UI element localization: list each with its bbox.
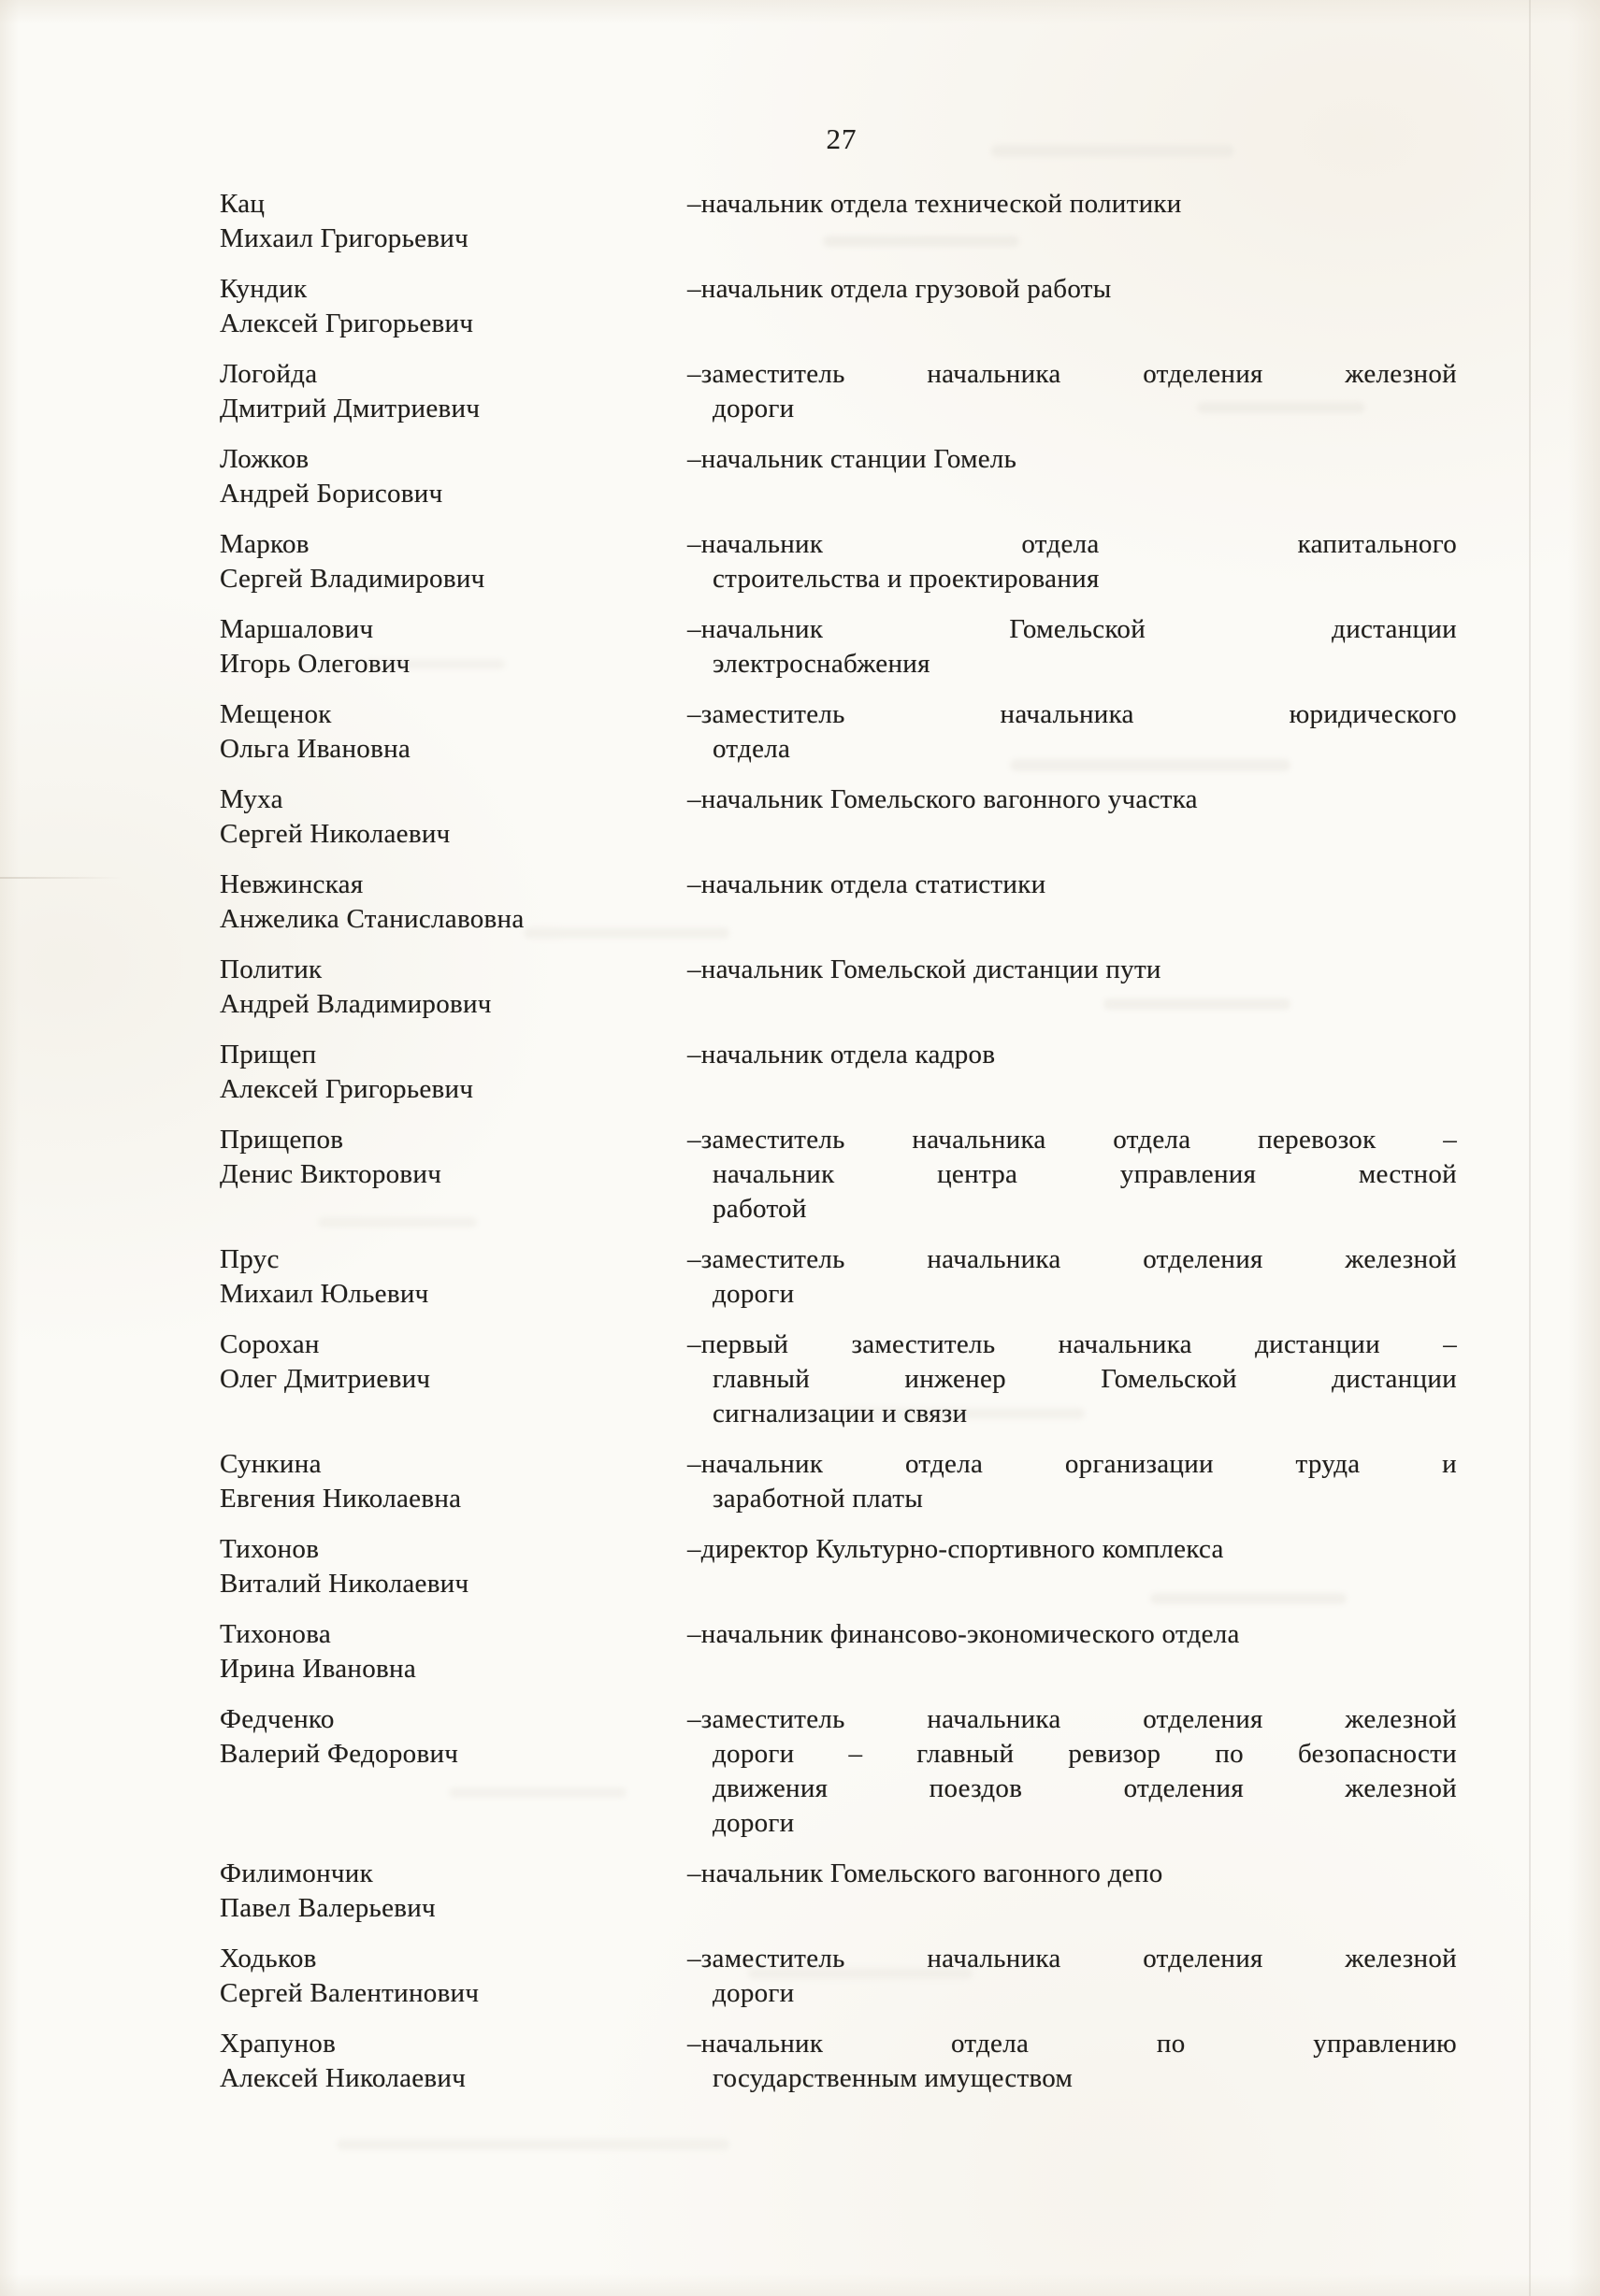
position-line: заработной платы bbox=[713, 1484, 924, 1514]
position-description bbox=[687, 272, 1457, 307]
position-description bbox=[687, 1447, 1457, 1516]
person-name bbox=[220, 868, 687, 937]
person-surname: Прус bbox=[220, 1244, 280, 1274]
person-name bbox=[220, 1532, 687, 1601]
person-entry bbox=[220, 272, 1463, 341]
person-given-name: Евгения Николаевна bbox=[220, 1484, 462, 1514]
paper-crease-artifact bbox=[0, 877, 122, 879]
position-line: дороги – главный ревизор по безопасности bbox=[713, 1739, 1457, 1769]
person-given-name: Сергей Владимирович bbox=[220, 564, 485, 594]
position-description bbox=[687, 527, 1457, 596]
person-given-name: Михаил Григорьевич bbox=[220, 223, 468, 253]
person-name bbox=[220, 187, 687, 256]
person-surname: Мещенок bbox=[220, 699, 332, 729]
person-entry bbox=[220, 357, 1463, 426]
person-surname: Храпунов bbox=[220, 2029, 337, 2059]
person-name bbox=[220, 1327, 687, 1397]
person-entry bbox=[220, 1942, 1463, 2011]
position-line: дороги bbox=[713, 1978, 795, 2008]
position-description bbox=[687, 1857, 1457, 1891]
position-description bbox=[687, 1702, 1457, 1841]
person-name bbox=[220, 1123, 687, 1192]
person-entry bbox=[220, 1242, 1463, 1312]
position-line: –начальник отдела организации труда и bbox=[687, 1449, 1457, 1479]
person-entry bbox=[220, 1857, 1463, 1926]
position-description bbox=[687, 868, 1457, 902]
position-description bbox=[687, 1242, 1457, 1312]
position-line: –начальник отдела кадров bbox=[687, 1040, 996, 1069]
position-line: электроснабжения bbox=[713, 649, 930, 679]
person-given-name: Андрей Борисович bbox=[220, 479, 443, 509]
person-entry bbox=[220, 1327, 1463, 1431]
person-surname: Филимончик bbox=[220, 1858, 373, 1888]
position-line: сигнализации и связи bbox=[713, 1399, 968, 1428]
position-line: –начальник отдела статистики bbox=[687, 869, 1046, 899]
position-line: отдела bbox=[713, 734, 791, 764]
person-entry bbox=[220, 442, 1463, 511]
position-description bbox=[687, 953, 1457, 987]
person-name bbox=[220, 272, 687, 341]
person-surname: Невжинская bbox=[220, 869, 364, 899]
person-entry bbox=[220, 953, 1463, 1022]
person-surname: Политик bbox=[220, 954, 323, 984]
position-line: –начальник Гомельской дистанции bbox=[687, 614, 1457, 644]
person-surname: Сорохан bbox=[220, 1329, 320, 1359]
position-line: государственным имуществом bbox=[713, 2063, 1074, 2093]
person-given-name: Сергей Николаевич bbox=[220, 819, 451, 849]
position-description bbox=[687, 1327, 1457, 1431]
position-line: –заместитель начальника отделения железной bbox=[687, 1244, 1457, 1274]
person-name bbox=[220, 782, 687, 852]
position-line: –заместитель начальника отделения железной bbox=[687, 1944, 1457, 1973]
person-surname: Прищеп bbox=[220, 1040, 317, 1069]
person-entry bbox=[220, 697, 1463, 767]
person-name bbox=[220, 1242, 687, 1312]
person-entry bbox=[220, 612, 1463, 682]
position-description bbox=[687, 1617, 1457, 1652]
person-surname: Ложков bbox=[220, 444, 310, 474]
person-name bbox=[220, 697, 687, 767]
person-surname: Муха bbox=[220, 784, 283, 814]
page-number: 27 bbox=[826, 122, 858, 155]
person-given-name: Алексей Григорьевич bbox=[220, 1074, 474, 1104]
position-line: –начальник Гомельского вагонного участка bbox=[687, 784, 1198, 814]
person-entry bbox=[220, 1702, 1463, 1841]
person-entry bbox=[220, 187, 1463, 256]
position-line: начальник центра управления местной bbox=[713, 1159, 1457, 1189]
position-description bbox=[687, 782, 1457, 817]
person-surname: Федченко bbox=[220, 1704, 335, 1734]
person-entry bbox=[220, 2027, 1463, 2096]
person-given-name: Олег Дмитриевич bbox=[220, 1364, 431, 1394]
position-description bbox=[687, 357, 1457, 426]
position-description bbox=[687, 442, 1457, 477]
person-entry bbox=[220, 527, 1463, 596]
position-line: –начальник Гомельского вагонного депо bbox=[687, 1858, 1163, 1888]
position-line: работой bbox=[713, 1194, 807, 1224]
person-given-name: Алексей Николаевич bbox=[220, 2063, 467, 2093]
person-name bbox=[220, 612, 687, 682]
person-given-name: Алексей Григорьевич bbox=[220, 309, 474, 338]
person-name bbox=[220, 357, 687, 426]
person-given-name: Игорь Олегович bbox=[220, 649, 411, 679]
person-given-name: Андрей Владимирович bbox=[220, 989, 492, 1019]
person-surname: Тихонов bbox=[220, 1534, 320, 1564]
person-given-name: Михаил Юльевич bbox=[220, 1279, 429, 1309]
person-surname: Марков bbox=[220, 529, 310, 559]
person-given-name: Виталий Николаевич bbox=[220, 1569, 469, 1599]
person-entry bbox=[220, 782, 1463, 852]
position-description bbox=[687, 187, 1457, 222]
position-line: –начальник финансово-экономического отдела bbox=[687, 1619, 1240, 1649]
position-line: –заместитель начальника отделения железной bbox=[687, 1704, 1457, 1734]
person-entry bbox=[220, 1123, 1463, 1227]
position-line: дороги bbox=[713, 1279, 795, 1309]
position-line: –начальник станции Гомель bbox=[687, 444, 1017, 474]
person-given-name: Валерий Федорович bbox=[220, 1739, 459, 1769]
position-line: главный инженер Гомельской дистанции bbox=[713, 1364, 1457, 1394]
person-name bbox=[220, 953, 687, 1022]
position-line: строительства и проектирования bbox=[713, 564, 1100, 594]
person-name bbox=[220, 1702, 687, 1772]
person-surname: Логойда bbox=[220, 359, 318, 389]
person-surname: Прищепов bbox=[220, 1125, 344, 1155]
position-line: –начальник отдела грузовой работы bbox=[687, 274, 1112, 304]
person-surname: Кац bbox=[220, 189, 266, 219]
person-entry bbox=[220, 1038, 1463, 1107]
position-description bbox=[687, 1532, 1457, 1567]
position-description bbox=[687, 1038, 1457, 1072]
position-line: дороги bbox=[713, 1808, 795, 1838]
position-line: –заместитель начальника отделения железной bbox=[687, 359, 1457, 389]
person-name bbox=[220, 1617, 687, 1686]
person-surname: Ходьков bbox=[220, 1944, 317, 1973]
position-line: –начальник Гомельской дистанции пути bbox=[687, 954, 1161, 984]
person-surname: Маршалович bbox=[220, 614, 374, 644]
position-description bbox=[687, 1123, 1457, 1227]
person-name bbox=[220, 527, 687, 596]
person-name bbox=[220, 1942, 687, 2011]
person-given-name: Сергей Валентинович bbox=[220, 1978, 480, 2008]
person-given-name: Анжелика Станиславовна bbox=[220, 904, 525, 934]
person-given-name: Ирина Ивановна bbox=[220, 1654, 417, 1684]
position-description bbox=[687, 697, 1457, 767]
person-name bbox=[220, 1447, 687, 1516]
position-line: –начальник отдела капитального bbox=[687, 529, 1457, 559]
person-given-name: Дмитрий Дмитриевич bbox=[220, 394, 481, 423]
scanner-line-artifact bbox=[1529, 0, 1531, 2296]
position-description bbox=[687, 2027, 1457, 2096]
position-line: –начальник отдела технической политики bbox=[687, 189, 1182, 219]
person-entry bbox=[220, 1447, 1463, 1516]
position-line: –первый заместитель начальника дистанции – bbox=[687, 1329, 1457, 1359]
position-description bbox=[687, 612, 1457, 682]
position-line: –директор Культурно-спортивного комплекса bbox=[687, 1534, 1224, 1564]
person-name bbox=[220, 1038, 687, 1107]
person-entry bbox=[220, 1532, 1463, 1601]
person-surname: Кундик bbox=[220, 274, 308, 304]
position-line: –заместитель начальника отдела перевозок – bbox=[687, 1125, 1457, 1155]
person-surname: Тихонова bbox=[220, 1619, 332, 1649]
position-line: –начальник отдела по управлению bbox=[687, 2029, 1457, 2059]
position-description bbox=[687, 1942, 1457, 2011]
position-line: –заместитель начальника юридического bbox=[687, 699, 1457, 729]
person-given-name: Ольга Ивановна bbox=[220, 734, 411, 764]
person-entry bbox=[220, 1617, 1463, 1686]
person-name bbox=[220, 2027, 687, 2096]
bleedthrough-artifact bbox=[337, 2139, 729, 2150]
person-given-name: Денис Викторович bbox=[220, 1159, 442, 1189]
person-given-name: Павел Валерьевич bbox=[220, 1893, 436, 1923]
person-list bbox=[220, 187, 1463, 2112]
person-name bbox=[220, 442, 687, 511]
person-entry bbox=[220, 868, 1463, 937]
person-name bbox=[220, 1857, 687, 1926]
position-line: дороги bbox=[713, 394, 795, 423]
position-line: движения поездов отделения железной bbox=[713, 1773, 1457, 1803]
person-surname: Сункина bbox=[220, 1449, 322, 1479]
